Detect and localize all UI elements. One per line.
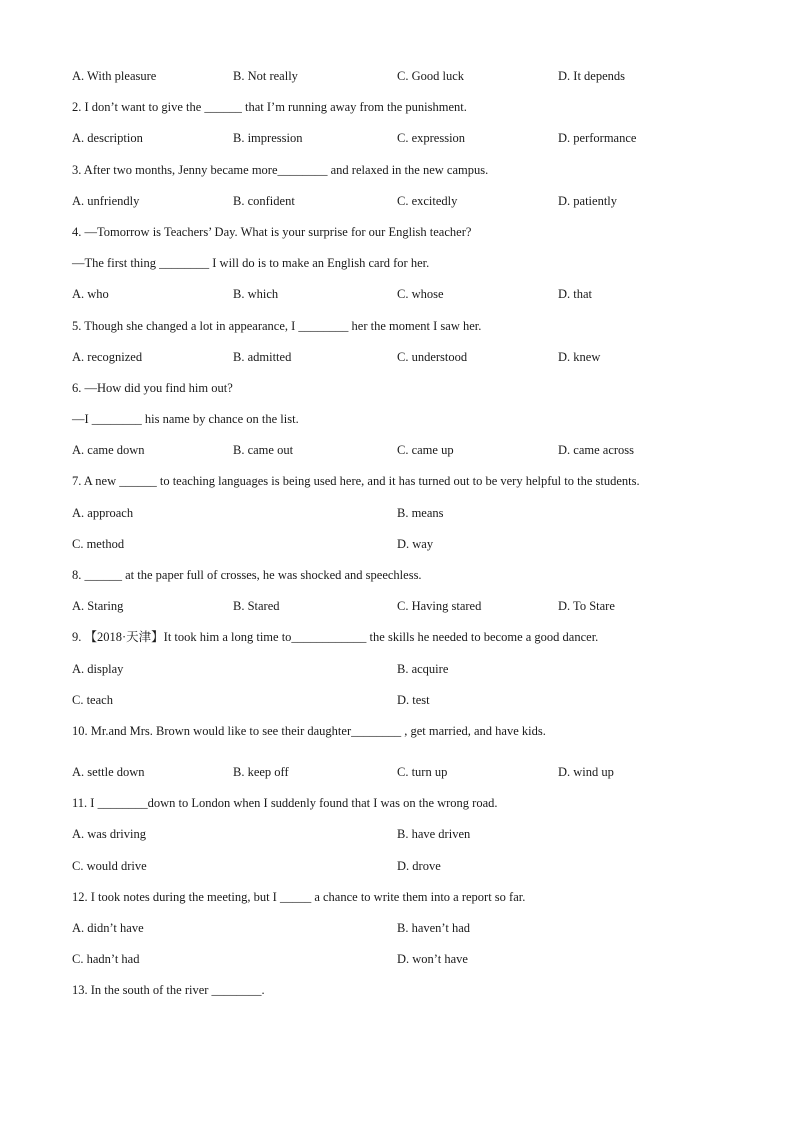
worksheet-page [72, 68, 722, 1013]
answer-option: C. came up [397, 443, 454, 458]
answer-option: D. won’t have [397, 952, 468, 967]
answer-option: A. display [72, 661, 124, 676]
answer-option: B. came out [233, 443, 294, 458]
answer-options-row [72, 598, 722, 629]
answer-option: C. Good luck [397, 69, 465, 83]
answer-options-row [72, 920, 722, 951]
question-line: 7. A new ______ to teaching languages is being used here, and it has turned out to be very helpful to the students. [72, 474, 640, 489]
answer-options-row [72, 130, 722, 161]
answer-options-row [72, 826, 722, 857]
answer-option: A. who [72, 287, 109, 302]
answer-option: B. keep off [233, 764, 289, 779]
answer-option: A. With pleasure [72, 69, 157, 83]
answer-options-row [72, 536, 722, 567]
answer-option: D. drove [397, 858, 441, 873]
answer-option: C. Having stared [397, 599, 482, 614]
answer-option: A. approach [72, 505, 134, 520]
question-line: —The first thing ________ I will do is to make an English card for her. [72, 256, 430, 271]
answer-option: C. teach [72, 692, 113, 707]
answer-option: B. admitted [233, 349, 292, 364]
answer-option: C. turn up [397, 764, 448, 779]
answer-option: D. wind up [558, 764, 614, 779]
answer-option: A. description [72, 131, 143, 146]
question-line: 4. —Tomorrow is Teachers’ Day. What is your surprise for our English teacher? [72, 224, 472, 239]
question-line: 2. I don’t want to give the ______ that I’m running away from the punishment. [72, 100, 467, 115]
question-line: 5. Though she changed a lot in appearance, I ________ her the moment I saw her. [72, 318, 482, 333]
answer-option: D. patiently [558, 193, 618, 208]
answer-options-row [72, 661, 722, 692]
answer-options-row [72, 505, 722, 536]
answer-options-row [72, 349, 722, 380]
answer-options-row [72, 286, 722, 317]
answer-option: A. was driving [72, 827, 146, 842]
answer-option: A. Staring [72, 599, 124, 614]
question-line: 8. ______ at the paper full of crosses, he was shocked and speechless. [72, 568, 422, 582]
question-line: 6. —How did you find him out? [72, 380, 233, 395]
answer-option: D. knew [558, 349, 601, 364]
question-line: 13. In the south of the river ________. [72, 983, 265, 998]
answer-option: B. impression [233, 131, 303, 146]
answer-options-row [72, 193, 722, 224]
answer-options-row [72, 692, 722, 723]
answer-option: A. didn’t have [72, 920, 144, 935]
answer-option: A. came down [72, 443, 145, 458]
answer-option: D. To Stare [558, 599, 615, 614]
answer-option: C. excitedly [397, 193, 458, 208]
answer-option: B. means [397, 505, 444, 520]
answer-option: D. test [397, 692, 430, 707]
answer-option: B. confident [233, 193, 295, 208]
answer-option: B. Stared [233, 599, 280, 614]
answer-option: B. haven’t had [397, 920, 471, 935]
answer-options-row [72, 68, 722, 99]
answer-option: D. It depends [558, 69, 625, 83]
answer-option: B. acquire [397, 661, 449, 676]
answer-options-row [72, 858, 722, 889]
answer-option: A. unfriendly [72, 193, 140, 208]
answer-option: C. understood [397, 349, 468, 364]
question-line: 9. 【2018·天津】It took him a long time to____________ the skills he needed to become a good dancer. [72, 630, 599, 645]
question-line: 10. Mr.and Mrs. Brown would like to see their daughter________ , get married, and have kids. [72, 723, 546, 738]
answer-option: C. expression [397, 131, 466, 146]
question-line: 3. After two months, Jenny became more________ and relaxed in the new campus. [72, 162, 489, 177]
answer-options-row [72, 951, 722, 982]
question-line: —I ________ his name by chance on the list. [72, 412, 299, 427]
answer-option: A. recognized [72, 349, 143, 364]
answer-option: D. way [397, 536, 434, 551]
answer-option: D. came across [558, 443, 635, 458]
answer-option: C. hadn’t had [72, 952, 140, 967]
answer-option: B. Not really [233, 69, 298, 83]
answer-option: B. have driven [397, 827, 471, 842]
question-line: 11. I ________down to London when I suddenly found that I was on the wrong road. [72, 796, 498, 811]
answer-option: C. whose [397, 287, 444, 302]
answer-option: C. would drive [72, 858, 147, 873]
answer-option: D. that [558, 287, 593, 302]
answer-option: A. settle down [72, 764, 145, 779]
answer-options-row [72, 442, 722, 473]
question-line: 12. I took notes during the meeting, but I _____ a chance to write them into a report so far. [72, 889, 526, 904]
answer-option: C. method [72, 536, 125, 551]
answer-option: B. which [233, 287, 279, 302]
answer-option: D. performance [558, 131, 637, 146]
answer-options-row [72, 764, 722, 795]
